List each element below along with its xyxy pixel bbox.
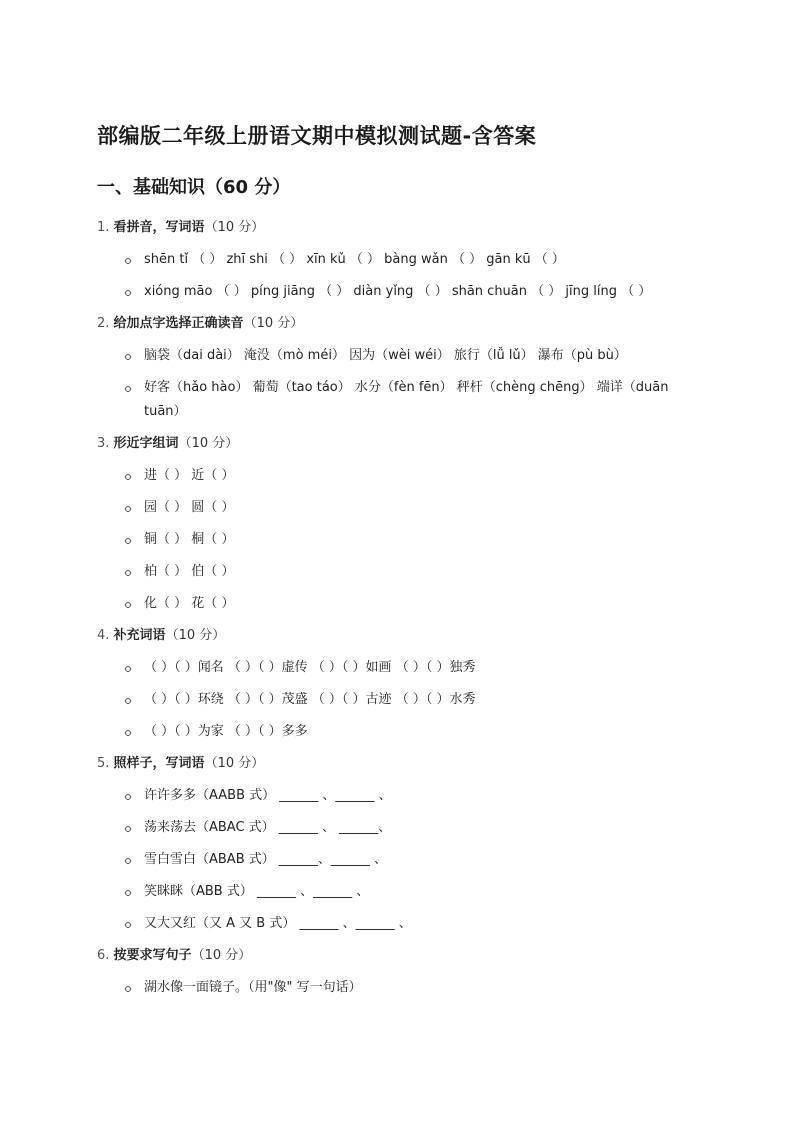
list-item <box>97 812 794 844</box>
circle-bullet-icon <box>125 506 131 512</box>
circle-bullet-icon <box>125 922 131 928</box>
question-number: 5. <box>97 756 110 771</box>
question-title: 照样子，写词语 <box>113 756 205 771</box>
question-points: （10 分） <box>243 316 304 331</box>
list-item <box>97 244 794 276</box>
circle-bullet-icon <box>125 698 131 704</box>
question-number: 1. <box>97 220 110 235</box>
item-text: 雪白雪白（ABAB 式） ______、______ 、 <box>144 852 388 867</box>
item-text: 园（ ） 圆（ ） <box>144 500 235 515</box>
list-item <box>97 716 794 748</box>
question-items <box>97 460 794 620</box>
circle-bullet-icon <box>125 538 131 544</box>
circle-bullet-icon <box>125 602 131 608</box>
item-text: 又大又红（又 A 又 B 式） ______ 、______ 、 <box>144 916 412 931</box>
question-number: 6. <box>97 948 110 963</box>
question-points: （10 分） <box>165 628 226 643</box>
circle-bullet-icon <box>125 290 131 296</box>
question-title: 给加点字选择正确读音 <box>113 316 244 331</box>
document-title: 部编版二年级上册语文期中模拟测试题-含答案 <box>97 124 537 148</box>
question-1 <box>97 212 794 308</box>
list-item <box>97 556 794 588</box>
question-title: 形近字组词 <box>113 436 179 451</box>
circle-bullet-icon <box>125 890 131 896</box>
question-points: （10 分） <box>191 948 252 963</box>
question-heading <box>97 308 794 340</box>
question-number: 4. <box>97 628 110 643</box>
list-item <box>97 524 794 556</box>
item-text: （ ）（ ）为家 （ ）（ ）多多 <box>144 724 308 739</box>
question-title: 看拼音，写词语 <box>113 220 205 235</box>
item-text: xióng māo （ ） píng jiāng （ ） diàn yǐng （ ） shān chuān （ ） jīng líng （ ） <box>144 284 652 299</box>
question-3 <box>97 428 794 620</box>
question-points: （10 分） <box>204 756 265 771</box>
question-4 <box>97 620 794 748</box>
circle-bullet-icon <box>125 794 131 800</box>
item-text: 进（ ） 近（ ） <box>144 468 235 483</box>
item-text: 好客（hǎo hào） 葡萄（tao táo） 水分（fèn fēn） 秤杆（chèng chēng） 端详（duān tuān） <box>144 380 669 419</box>
circle-bullet-icon <box>125 258 131 264</box>
circle-bullet-icon <box>125 858 131 864</box>
circle-bullet-icon <box>125 730 131 736</box>
list-item <box>97 372 689 428</box>
list-item <box>97 972 794 1004</box>
question-items <box>97 340 794 428</box>
list-item <box>97 340 794 372</box>
circle-bullet-icon <box>125 386 131 392</box>
question-points: （10 分） <box>204 220 265 235</box>
circle-bullet-icon <box>125 474 131 480</box>
question-items <box>97 244 794 308</box>
question-title: 按要求写句子 <box>113 948 192 963</box>
question-heading <box>97 940 794 972</box>
item-text: 笑眯眯（ABB 式） ______ 、______ 、 <box>144 884 370 899</box>
item-text: 柏（ ） 伯（ ） <box>144 564 235 579</box>
list-item <box>97 780 794 812</box>
question-6 <box>97 940 794 1004</box>
item-text: 脑袋（dai dài） 淹没（mò méi） 因为（wèi wéi） 旅行（lǚ lǔ） 瀑布（pù bù） <box>144 348 627 363</box>
question-title: 补充词语 <box>113 628 166 643</box>
circle-bullet-icon <box>125 354 131 360</box>
question-heading <box>97 620 794 652</box>
list-item <box>97 652 794 684</box>
question-items <box>97 652 794 748</box>
item-text: （ ）（ ）环绕 （ ）（ ）茂盛 （ ）（ ）古迹 （ ）（ ）水秀 <box>144 692 476 707</box>
section-title: 一、基础知识（60 分） <box>97 177 291 198</box>
question-items <box>97 780 794 940</box>
circle-bullet-icon <box>125 826 131 832</box>
list-item <box>97 492 794 524</box>
question-2 <box>97 308 794 428</box>
item-text: 湖水像一面镜子。（用"像" 写一句话） <box>144 980 362 995</box>
question-heading <box>97 428 794 460</box>
list-item <box>97 844 794 876</box>
question-number: 2. <box>97 316 110 331</box>
item-text: （ ）（ ）闻名 （ ）（ ）虚传 （ ）（ ）如画 （ ）（ ）独秀 <box>144 660 476 675</box>
circle-bullet-icon <box>125 666 131 672</box>
list-item <box>97 908 794 940</box>
list-item <box>97 876 794 908</box>
list-item <box>97 276 794 308</box>
question-items <box>97 972 794 1004</box>
list-item <box>97 588 794 620</box>
question-points: （10 分） <box>178 436 239 451</box>
list-item <box>97 684 794 716</box>
list-item <box>97 460 794 492</box>
item-text: 铜（ ） 桐（ ） <box>144 532 235 547</box>
question-heading <box>97 748 794 780</box>
circle-bullet-icon <box>125 986 131 992</box>
item-text: 荡来荡去（ABAC 式） ______ 、 ______、 <box>144 820 392 835</box>
item-text: 化（ ） 花（ ） <box>144 596 235 611</box>
question-number: 3. <box>97 436 110 451</box>
question-5 <box>97 748 794 940</box>
item-text: shēn tǐ （ ） zhī shi （ ） xīn kǔ （ ） bàng wǎn （ ） gān kū （ ） <box>144 252 565 267</box>
circle-bullet-icon <box>125 570 131 576</box>
question-heading <box>97 212 794 244</box>
item-text: 许许多多（AABB 式） ______ 、______ 、 <box>144 788 392 803</box>
